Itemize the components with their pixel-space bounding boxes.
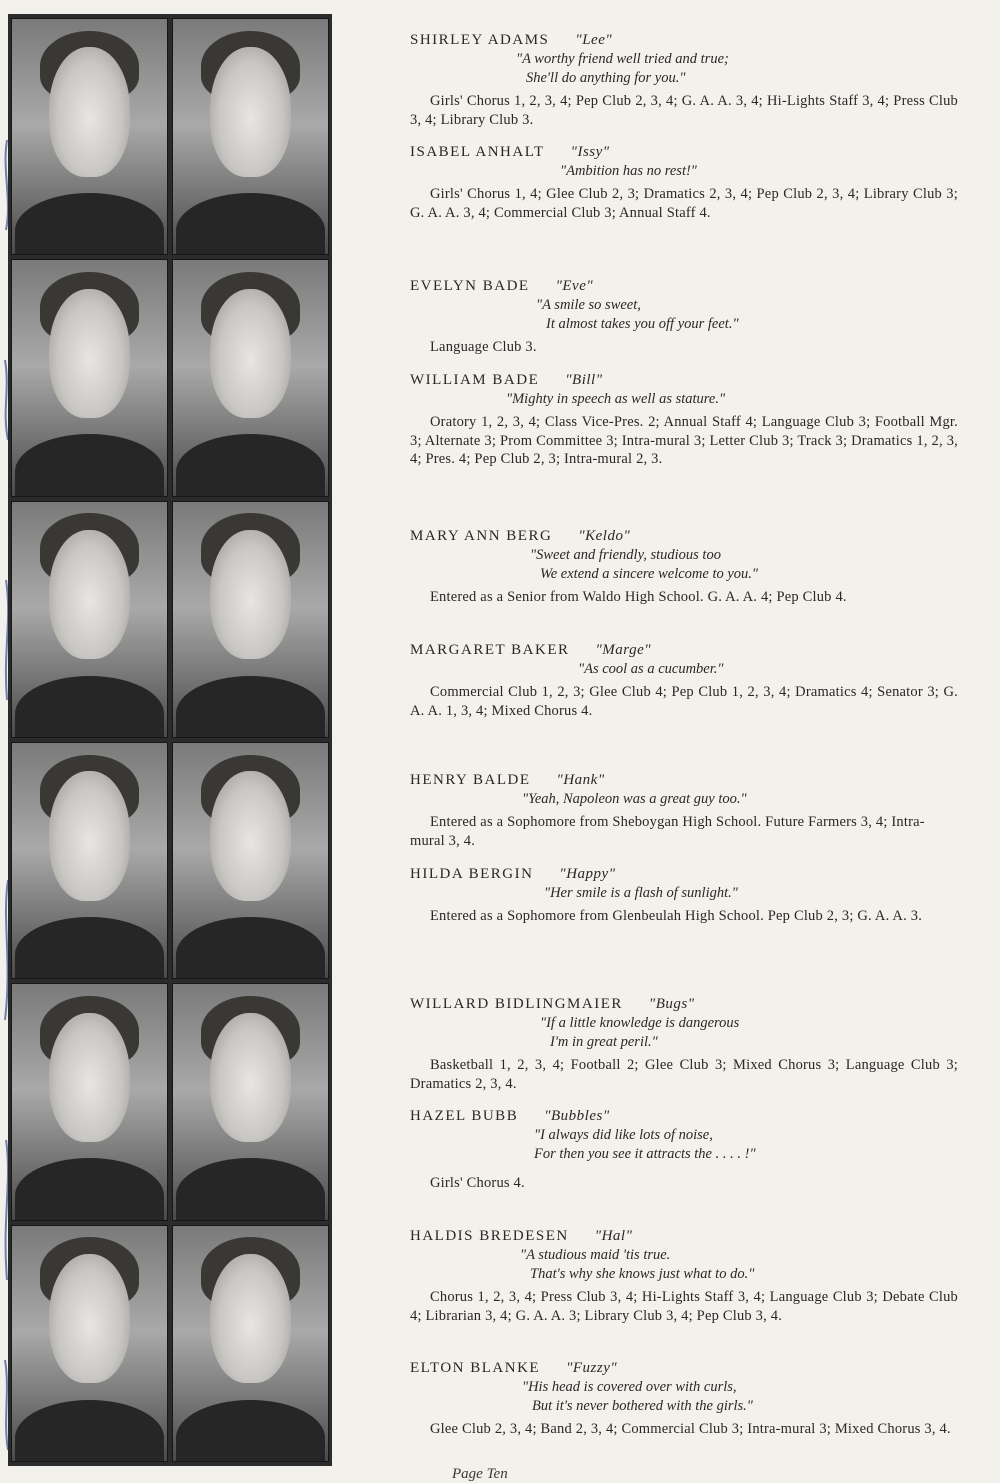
entry-name: HAZEL BUBB [410, 1108, 519, 1124]
portrait-photo [11, 259, 168, 496]
entry-activities: Girls' Chorus 1, 4; Glee Club 2, 3; Dramatics 2, 3, 4; Pep Club 2, 3, 4; Library Club 3; G. A. A. 3, 4; Commercial Club 3; Annual Staff 4. [410, 186, 958, 221]
portrait-photo [172, 1225, 329, 1462]
entry-quote-line: "A studious maid 'tis true. [520, 1247, 671, 1263]
entry-nickname: "Bubbles" [544, 1108, 610, 1124]
portrait-photo [11, 983, 168, 1220]
entry-quote-line: "Mighty in speech as well as stature." [506, 391, 726, 407]
entry-quote-line: But it's never bothered with the girls." [532, 1398, 753, 1414]
entry-nickname: "Issy" [570, 144, 610, 160]
entry-activities: Oratory 1, 2, 3, 4; Class Vice-Pres. 2; Annual Staff 4; Language Club 3; Football Mgr. 3; Alternate 3; Prom Committee 3; Intra-mural 3; Letter Club 3; Track 3; Dramatics 1, 2, 3, 4; Pres. 4; Pep Club 2, 3; Intra-mural 2, 3. [410, 414, 958, 467]
portrait-photo [172, 18, 329, 255]
entry-activities: Language Club 3. [430, 339, 537, 355]
senior-entry [410, 1106, 958, 1193]
entry-name: WILLIAM BADE [410, 372, 540, 388]
senior-entry [410, 276, 958, 357]
entry-quote-line: "A worthy friend well tried and true; [516, 51, 729, 67]
entry-quote-line: "Her smile is a flash of sunlight." [544, 885, 738, 901]
entry-quote-line: "A smile so sweet, [536, 297, 641, 313]
portrait-photo [172, 983, 329, 1220]
entry-nickname: "Bill" [565, 372, 603, 388]
entry-nickname: "Keldo" [578, 528, 631, 544]
entry-name: HALDIS BREDESEN [410, 1228, 569, 1244]
senior-entry [410, 770, 958, 850]
entry-activities: Girls' Chorus 1, 2, 3, 4; Pep Club 2, 3, 4; G. A. A. 3, 4; Hi-Lights Staff 3, 4; Press Club 3, 4; Library Club 3. [410, 93, 958, 128]
entry-quote-line: It almost takes you off your feet." [546, 316, 739, 332]
entry-quote-line: We extend a sincere welcome to you." [540, 566, 759, 582]
portrait-photo [11, 18, 168, 255]
entry-activities: Chorus 1, 2, 3, 4; Press Club 3, 4; Hi-Lights Staff 3, 4; Language Club 3; Debate Club 4; Librarian 3, 4; G. A. A. 3; Library Club 3, 4; Pep Club 3, 4. [410, 1289, 958, 1324]
entry-activities: Entered as a Sophomore from Glenbeulah High School. Pep Club 2, 3; G. A. A. 3. [430, 908, 923, 924]
entry-activities: Commercial Club 1, 2, 3; Glee Club 4; Pep Club 1, 2, 3, 4; Dramatics 4; Senator 3; G. A. A. 1, 3, 4; Mixed Chorus 4. [410, 684, 958, 719]
senior-entry [410, 1226, 958, 1325]
entry-name: HILDA BERGIN [410, 866, 534, 882]
portrait-photo [11, 501, 168, 738]
entry-name: SHIRLEY ADAMS [410, 32, 550, 48]
entry-nickname: "Bugs" [648, 996, 695, 1012]
entry-nickname: "Happy" [559, 866, 616, 882]
senior-entry [410, 1358, 958, 1439]
portrait-photo [172, 742, 329, 979]
page-number: Page Ten [452, 1466, 508, 1482]
entry-activities: Basketball 1, 2, 3, 4; Football 2; Glee Club 3; Mixed Chorus 3; Language Club 3; Dramatics 2, 3, 4. [410, 1057, 958, 1092]
entry-nickname: "Lee" [575, 32, 613, 48]
senior-entry [410, 142, 958, 222]
entry-quote-line: "Sweet and friendly, studious too [530, 547, 721, 563]
entry-quote-line: For then you see it attracts the . . . . !" [534, 1146, 756, 1162]
entry-quote-line: "Yeah, Napoleon was a great guy too." [522, 791, 747, 807]
entry-name: HENRY BALDE [410, 772, 531, 788]
senior-entry [410, 370, 958, 469]
portrait-photo [11, 742, 168, 979]
entry-activities: Entered as a Senior from Waldo High School. G. A. A. 4; Pep Club 4. [430, 589, 847, 605]
senior-entry [410, 30, 958, 129]
entry-quote-line: "As cool as a cucumber." [578, 661, 724, 677]
entry-activities: Entered as a Sophomore from Sheboygan High School. Future Farmers 3, 4; Intra-mural 3, 4. [410, 814, 925, 849]
entry-quote-line: She'll do anything for you." [526, 70, 686, 86]
entry-nickname: "Hal" [594, 1228, 633, 1244]
senior-entry [410, 864, 958, 926]
entry-nickname: "Marge" [595, 642, 652, 658]
entry-nickname: "Eve" [555, 278, 594, 294]
entry-quote-line: "I always did like lots of noise, [534, 1127, 713, 1143]
entry-quote-line: "If a little knowledge is dangerous [540, 1015, 740, 1031]
entry-name: MARY ANN BERG [410, 528, 553, 544]
entry-quote-line: "Ambition has no rest!" [560, 163, 697, 179]
portrait-column [8, 14, 332, 1466]
entry-nickname: "Hank" [556, 772, 605, 788]
entry-name: WILLARD BIDLINGMAIER [410, 996, 623, 1012]
portrait-photo [172, 501, 329, 738]
senior-entry [410, 640, 958, 720]
entry-name: MARGARET BAKER [410, 642, 570, 658]
entry-name: EVELYN BADE [410, 278, 530, 294]
portrait-photo [172, 259, 329, 496]
entry-quote-line: "His head is covered over with curls, [522, 1379, 737, 1395]
entry-quote-line: That's why she knows just what to do." [530, 1266, 755, 1282]
entry-name: ELTON BLANKE [410, 1360, 541, 1376]
entry-nickname: "Fuzzy" [566, 1360, 618, 1376]
entry-activities: Glee Club 2, 3, 4; Band 2, 3, 4; Commercial Club 3; Intra-mural 3; Mixed Chorus 3, 4. [430, 1421, 951, 1437]
senior-entry [410, 526, 958, 607]
entry-quote-line: I'm in great peril." [550, 1034, 658, 1050]
portrait-photo [11, 1225, 168, 1462]
entry-activities: Girls' Chorus 4. [430, 1175, 525, 1191]
entry-name: ISABEL ANHALT [410, 144, 545, 160]
senior-entry [410, 994, 958, 1093]
